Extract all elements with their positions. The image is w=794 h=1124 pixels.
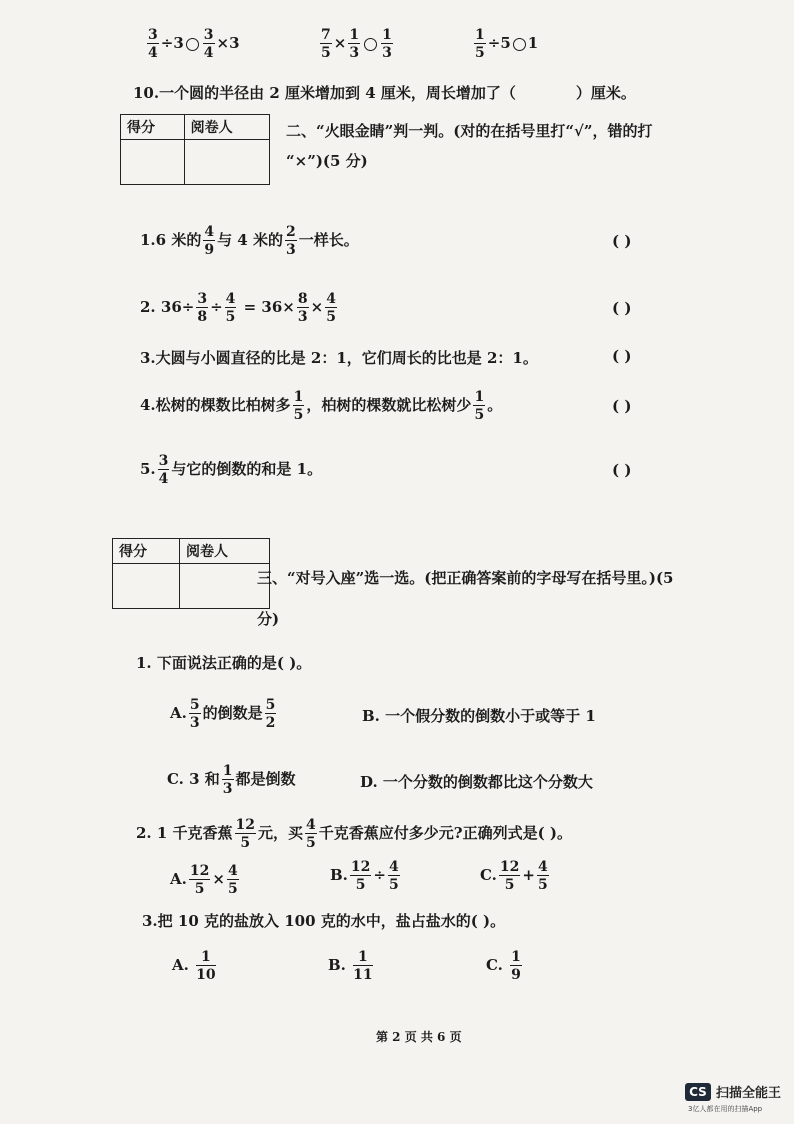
camscanner-logo-icon: CS [685,1083,711,1101]
option-3a[interactable]: A. $\frac{1}{10}$ [172,949,216,983]
grader-cell[interactable] [180,564,270,609]
judge-answer-1[interactable]: ( ) [612,232,632,250]
grader-cell[interactable] [184,140,269,185]
judge-item-4: 4.松树的棵数比柏树多 $\frac{1}{5}$ ，柏树的棵数就比松树少 $\frac{1}{5}$ 。 [140,389,503,423]
judge-answer-2[interactable]: ( ) [612,299,632,317]
compare-expression-b: $\frac{7}{5}$ × $\frac{1}{3}$ $\frac{1}{3}$ [321,27,392,61]
section-2-title-line1: 二、“火眼金睛”判一判。(对的在括号里打“√”，错的打 [286,122,653,140]
choice-question-1: 1. 下面说法正确的是( )。 [136,654,312,672]
judge-answer-4[interactable]: ( ) [612,397,632,415]
judge-answer-5[interactable]: ( ) [612,461,632,479]
score-cell[interactable] [121,140,185,185]
option-1d[interactable]: D. 一个分数的倒数都比这个分数大 [360,773,593,791]
option-1b[interactable]: B. 一个假分数的倒数小于或等于 1 [362,707,596,725]
grader-header: 阅卷人 [184,115,269,140]
compare-circle-blank[interactable] [186,38,199,51]
score-header: 得分 [121,115,185,140]
judge-answer-3[interactable]: ( ) [612,347,632,365]
choice-question-3: 3.把 10 克的盐放入 100 克的水中，盐占盐水的( )。 [142,912,506,930]
score-cell[interactable] [113,564,180,609]
section-3-title-line2: 分) [257,610,280,628]
option-2b[interactable]: B. $\frac{12}{5}$ ÷ $\frac{4}{5}$ [330,859,399,893]
compare-expression-a: $\frac{3}{4}$ ÷3 $\frac{3}{4}$ ×3 [148,27,240,61]
option-1a[interactable]: A. $\frac{5}{3}$ 的倒数是 $\frac{5}{2}$ [170,697,276,731]
question-10: 10.一个圆的半径由 2 厘米增加到 4 厘米，周长增加了（ ）厘米。 [133,84,636,102]
judge-item-3: 3.大圆与小圆直径的比是 2：1，它们周长的比也是 2：1。 [140,349,538,367]
grader-header: 阅卷人 [180,539,270,564]
compare-circle-blank[interactable] [364,38,377,51]
judge-item-2: 2. 36÷ $\frac{3}{8}$ ÷ $\frac{4}{5}$ = 36× $\frac{8}{3}$ × $\frac{4}{5}$ [140,291,336,325]
option-3c[interactable]: C. $\frac{1}{9}$ [486,949,521,983]
judge-item-1: 1.6 米的 $\frac{4}{9}$ 与 4 米的 $\frac{2}{3}$ 一样长。 [140,224,359,258]
option-3b[interactable]: B. $\frac{1}{11}$ [328,949,373,983]
camscanner-name: 扫描全能王 [716,1086,782,1101]
camscanner-tagline: 3亿人都在用的扫描App [688,1105,763,1113]
score-table-section-3 [112,538,270,609]
score-table-section-2 [120,114,270,185]
page-number: 第 2 页 共 6 页 [376,1030,462,1044]
fraction: $\frac{3}{4}$ [148,27,158,61]
compare-expression-c: $\frac{1}{5}$ ÷5 1 [475,27,539,61]
compare-circle-blank[interactable] [513,38,526,51]
option-2a[interactable]: A. $\frac{12}{5}$ × $\frac{4}{5}$ [170,863,238,897]
score-header: 得分 [113,539,180,564]
judge-item-5: 5. $\frac{3}{4}$ 与它的倒数的和是 1。 [140,453,323,487]
fraction: $\frac{3}{4}$ [203,27,214,61]
choice-question-2: 2. 1 千克香蕉 $\frac{12}{5}$ 元，买 $\frac{4}{5}$ 千克香蕉应付多少元?正确列式是( )。 [136,817,573,851]
option-2c[interactable]: C. $\frac{12}{5}$ + $\frac{4}{5}$ [480,859,548,893]
option-1c[interactable]: C. 3 和 $\frac{1}{3}$ 都是倒数 [167,763,296,797]
section-3-title-line1: 三、“对号入座”选一选。(把正确答案前的字母写在括号里。)(5 [257,569,674,587]
section-2-title-line2: “×”)(5 分) [286,152,368,170]
